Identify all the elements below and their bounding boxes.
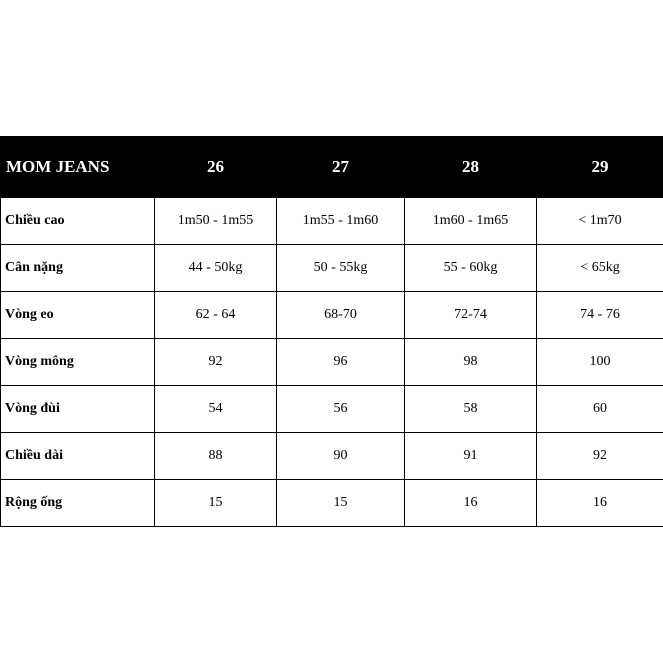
table-cell: 98 (405, 339, 537, 386)
table-cell: 100 (537, 339, 663, 386)
row-label: Chiều cao (1, 198, 155, 245)
table-cell: 68-70 (277, 292, 405, 339)
table-cell: 15 (155, 480, 277, 527)
table-row (1, 292, 663, 339)
table-row (1, 198, 663, 245)
row-label: Vòng mông (1, 339, 155, 386)
table-cell: 91 (405, 433, 537, 480)
table-cell: 90 (277, 433, 405, 480)
table-cell: 60 (537, 386, 663, 433)
row-label: Chiều dài (1, 433, 155, 480)
table-row (1, 433, 663, 480)
size-header-28: 28 (405, 137, 537, 198)
size-chart-table (0, 136, 663, 527)
table-cell: < 65kg (537, 245, 663, 292)
table-cell: 16 (537, 480, 663, 527)
table-row (1, 245, 663, 292)
table-cell: 92 (537, 433, 663, 480)
table-cell: 15 (277, 480, 405, 527)
row-label: Rộng ống (1, 480, 155, 527)
table-cell: 16 (405, 480, 537, 527)
size-header-27: 27 (277, 137, 405, 198)
table-cell: 88 (155, 433, 277, 480)
size-header-29: 29 (537, 137, 663, 198)
table-cell: 55 - 60kg (405, 245, 537, 292)
table-cell: 56 (277, 386, 405, 433)
row-label: Vòng eo (1, 292, 155, 339)
table-cell: 72-74 (405, 292, 537, 339)
table-cell: 62 - 64 (155, 292, 277, 339)
table-cell: 54 (155, 386, 277, 433)
table-cell: 58 (405, 386, 537, 433)
table-row (1, 480, 663, 527)
row-label: Cân nặng (1, 245, 155, 292)
table-cell: 92 (155, 339, 277, 386)
table-cell: 96 (277, 339, 405, 386)
size-header-26: 26 (155, 137, 277, 198)
table-cell: 50 - 55kg (277, 245, 405, 292)
table-cell: 1m50 - 1m55 (155, 198, 277, 245)
table-cell: 1m55 - 1m60 (277, 198, 405, 245)
table-cell: 44 - 50kg (155, 245, 277, 292)
table-title: MOM JEANS (1, 137, 155, 198)
header-row (1, 137, 663, 198)
table-row (1, 386, 663, 433)
row-label: Vòng đùi (1, 386, 155, 433)
table-cell: 1m60 - 1m65 (405, 198, 537, 245)
table-cell: 74 - 76 (537, 292, 663, 339)
table-cell: < 1m70 (537, 198, 663, 245)
table-row (1, 339, 663, 386)
